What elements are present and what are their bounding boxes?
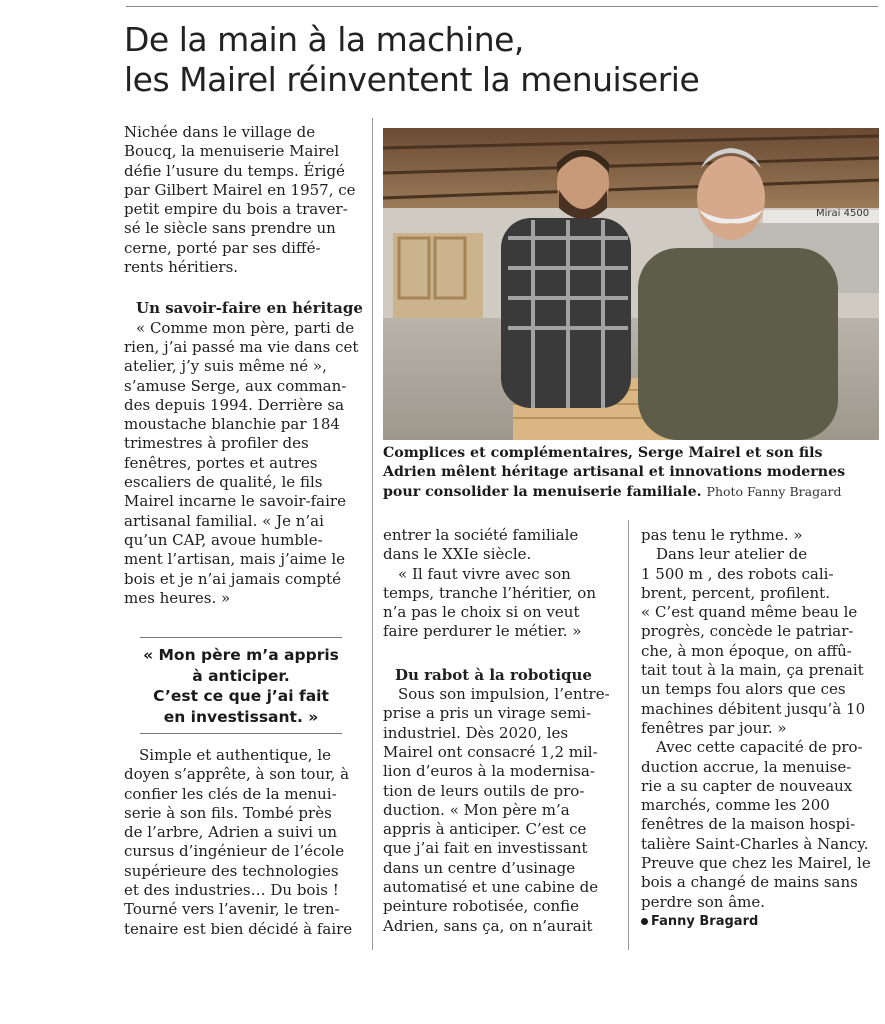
text-line: rien, j’ai passé ma vie dans cet bbox=[124, 337, 359, 356]
text-line: che, à mon époque, on affû- bbox=[641, 641, 852, 660]
text-line: perdre son âme. bbox=[641, 892, 766, 911]
text-line: petit empire du bois a traver- bbox=[124, 200, 348, 219]
text-line: fenêtres de la maison hospi- bbox=[641, 815, 856, 834]
text-line: Boucq, la menuiserie Mairel bbox=[124, 142, 340, 161]
column-divider-2 bbox=[628, 520, 629, 950]
text-line: lion d’euros à la modernisa- bbox=[383, 762, 595, 781]
text-line: fenêtres, portes et autres bbox=[124, 453, 318, 472]
text-line: mes heures. » bbox=[124, 588, 231, 607]
pull-quote-line: C’est ce que j’ai fait bbox=[153, 687, 329, 705]
machine-label: Mirai 4500 bbox=[816, 208, 870, 219]
text-line: appris à anticiper. C’est ce bbox=[383, 820, 587, 839]
text-line: Nichée dans le village de bbox=[124, 123, 316, 141]
text-line: doyen s’apprête, à son tour, à bbox=[124, 765, 350, 784]
column-1 bbox=[124, 123, 362, 608]
pull-quote-line: « Mon père m’a appris bbox=[143, 646, 339, 664]
text-line: rie a su capter de nouveaux bbox=[641, 776, 853, 795]
caption-line: Adrien mêlent héritage artisanal et innovations modernes bbox=[383, 464, 846, 480]
text-line: confier les clés de la menui- bbox=[124, 784, 337, 803]
text-line: talière Saint-Charles à Nancy. bbox=[641, 834, 869, 853]
text-line: Tourné vers l’avenir, le tren- bbox=[124, 900, 340, 919]
text-line: « C’est quand même beau le bbox=[641, 603, 858, 622]
text-line: atelier, j’y suis même né », bbox=[124, 357, 327, 376]
text-line: machines débitent jusqu’à 10 bbox=[641, 699, 866, 718]
text-line: Adrien, sans ça, on n’aurait bbox=[383, 916, 593, 935]
pull-quote-line: à anticiper. bbox=[192, 666, 290, 685]
text-line: Mairel ont consacré 1,2 mil- bbox=[383, 742, 598, 761]
text-line: Preuve que chez les Mairel, le bbox=[641, 854, 871, 873]
text-line: entrer la société familiale bbox=[383, 526, 579, 544]
text-line: temps, tranche l’héritier, on bbox=[383, 583, 596, 602]
author-signature bbox=[641, 912, 879, 931]
text-line: moustache blanchie par 184 bbox=[124, 415, 340, 434]
text-line: prise a pris un virage semi- bbox=[383, 704, 592, 723]
headline-line-2: les Mairel réinventent la menuiserie bbox=[124, 60, 700, 99]
text-line: Mairel incarne le savoir-faire bbox=[124, 492, 346, 511]
pull-quote-line: en investissant. » bbox=[163, 707, 319, 726]
text-line: marchés, comme les 200 bbox=[641, 796, 830, 815]
author-name: Fanny Bragard bbox=[651, 913, 759, 929]
text-line: Sous son impulsion, l’entre- bbox=[398, 685, 610, 704]
subhead-robotics: Du rabot à la robotique bbox=[395, 665, 592, 684]
column-2 bbox=[383, 526, 621, 936]
text-line: un temps fou alors que ces bbox=[641, 680, 846, 699]
text-line: ment l’artisan, mais j’aime le bbox=[124, 550, 346, 569]
text-line: de l’arbre, Adrien a suivi un bbox=[124, 823, 338, 842]
text-line: rents héritiers. bbox=[124, 258, 239, 277]
column-2-paragraph-1 bbox=[383, 526, 621, 642]
text-line: artisanal familial. « Je n’ai bbox=[124, 511, 324, 530]
text-line: faire perdurer le métier. » bbox=[383, 622, 582, 641]
headline bbox=[124, 20, 699, 100]
photo-credit: Photo Fanny Bragard bbox=[706, 484, 842, 499]
text-line: n’a pas le choix si on veut bbox=[383, 603, 580, 622]
text-line: sé le siècle sans prendre un bbox=[124, 219, 336, 238]
bullet-icon bbox=[641, 918, 648, 925]
text-line: Avec cette capacité de pro- bbox=[656, 738, 863, 757]
text-line: qu’un CAP, avoue humble- bbox=[124, 530, 323, 549]
text-line: et des industries… Du bois ! bbox=[124, 881, 339, 900]
subhead-heritage: Un savoir-faire en héritage bbox=[136, 299, 363, 318]
text-line: duction. « Mon père m’a bbox=[383, 800, 570, 819]
intro-paragraph bbox=[124, 123, 362, 277]
column-3-paragraph bbox=[641, 526, 879, 912]
column-1-continued bbox=[124, 746, 362, 939]
text-line: 1 500 m , des robots cali- bbox=[641, 564, 834, 583]
pull-quote bbox=[140, 637, 342, 734]
workshop-photo-illustration bbox=[383, 128, 879, 440]
text-line: tion de leurs outils de pro- bbox=[383, 781, 585, 800]
text-line: industriel. Dès 2020, les bbox=[383, 723, 569, 742]
text-line: peinture robotisée, confie bbox=[383, 897, 580, 916]
text-line: automatisé et une cabine de bbox=[383, 878, 599, 897]
succession-paragraph bbox=[124, 746, 362, 939]
text-line: par Gilbert Mairel en 1957, ce bbox=[124, 180, 356, 199]
column-3 bbox=[641, 526, 879, 931]
photo-caption bbox=[383, 444, 879, 502]
text-line: pas tenu le rythme. » bbox=[641, 526, 803, 544]
text-line: duction accrue, la menuise- bbox=[641, 757, 852, 776]
text-line: trimestres à profiler des bbox=[124, 434, 309, 453]
pull-quote-rule-top bbox=[140, 637, 342, 638]
pull-quote-rule-bottom bbox=[140, 733, 342, 734]
text-line: « Comme mon père, parti de bbox=[136, 318, 355, 337]
text-line: tait tout à la main, ça prenait bbox=[641, 661, 864, 680]
text-line: Dans leur atelier de bbox=[656, 545, 808, 564]
text-line: cursus d’ingénieur de l’école bbox=[124, 842, 345, 861]
column-divider-1 bbox=[372, 118, 373, 950]
text-line: bois et je n’ai jamais compté bbox=[124, 569, 341, 588]
caption-line: pour consolider la menuiserie familiale. bbox=[383, 484, 702, 500]
text-line: fenêtres par jour. » bbox=[641, 718, 787, 737]
text-line: supérieure des technologies bbox=[124, 861, 339, 880]
column-2-paragraph-2 bbox=[383, 685, 621, 936]
top-rule bbox=[126, 6, 878, 7]
text-line: tenaire est bien décidé à faire bbox=[124, 919, 353, 938]
text-line: dans un centre d’usinage bbox=[383, 858, 576, 877]
text-line: brent, percent, profilent. bbox=[641, 583, 830, 602]
text-line: dans le XXIe siècle. bbox=[383, 545, 532, 564]
text-line: escaliers de qualité, le fils bbox=[124, 473, 323, 492]
text-line: défie l’usure du temps. Érigé bbox=[124, 161, 345, 180]
text-line: progrès, concède le patriar- bbox=[641, 622, 854, 641]
text-line: serie à son fils. Tombé près bbox=[124, 803, 332, 822]
heritage-paragraph bbox=[124, 319, 362, 608]
text-line: s’amuse Serge, aux comman- bbox=[124, 376, 347, 395]
text-line: cerne, porté par ses diffé- bbox=[124, 238, 321, 257]
text-line: des depuis 1994. Derrière sa bbox=[124, 395, 345, 414]
headline-line-1: De la main à la machine, bbox=[124, 20, 524, 59]
text-line: Simple et authentique, le bbox=[139, 746, 332, 764]
article-photo bbox=[383, 128, 879, 440]
text-line: que j’ai fait en investissant bbox=[383, 839, 588, 858]
text-line: « Il faut vivre avec son bbox=[398, 564, 571, 583]
caption-line: Complices et complémentaires, Serge Mairel et son fils bbox=[383, 445, 823, 461]
text-line: bois a changé de mains sans bbox=[641, 873, 858, 892]
